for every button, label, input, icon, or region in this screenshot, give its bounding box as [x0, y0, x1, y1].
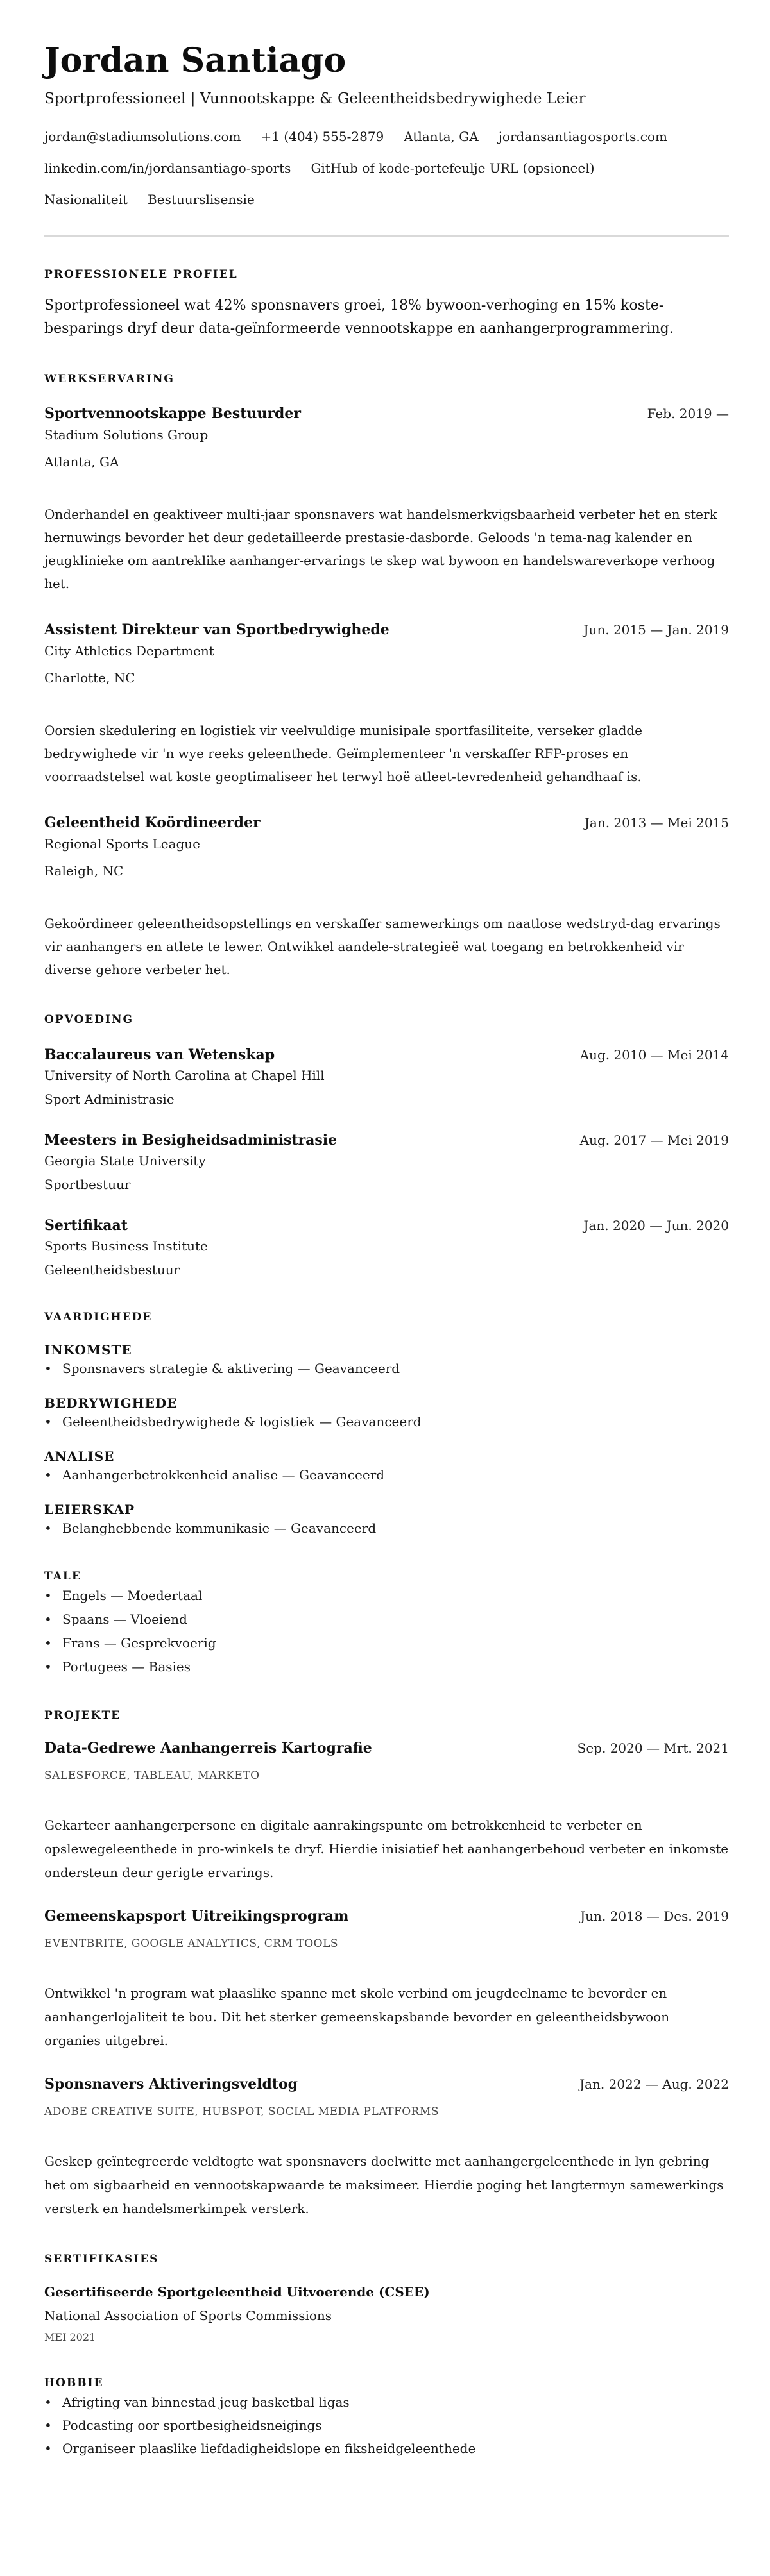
project-date: Jun. 2018 — Des. 2019: [580, 1908, 729, 1924]
job-date: Feb. 2019 —: [647, 406, 729, 421]
bullet-icon: •: [44, 1361, 52, 1376]
hobby-text: Organiseer plaaslike liefdadigheidslope en fiksheidgeleenthede: [62, 2441, 476, 2456]
bullet-icon: •: [44, 1659, 52, 1674]
job-entry: [44, 812, 729, 981]
skill-text: Geleentheidsbedrywighede & logistiek — Geavanceerd: [62, 1414, 422, 1429]
bullet-icon: •: [44, 2395, 52, 2410]
section-heading: VAARDIGHEDE: [44, 1311, 153, 1324]
skill-category: INKOMSTE: [44, 1342, 132, 1358]
contact-row: [44, 158, 729, 178]
education-entry: [44, 1045, 729, 1108]
project-tech-stack: ADOBE CREATIVE SUITE, HUBSPOT, SOCIAL MEDIA PLATFORMS: [44, 2105, 440, 2118]
certification-name: Gesertifiseerde Sportgeleentheid Uitvoerende (CSEE): [44, 2284, 430, 2300]
language-item: [44, 1631, 729, 1655]
job-title: Geleentheid Koördineerder: [44, 814, 261, 831]
bullet-icon: •: [44, 1588, 52, 1603]
institution: Sports Business Institute: [44, 1238, 208, 1254]
job-location: Raleigh, NC: [44, 863, 124, 879]
hobby-text: Podcasting oor sportbesigheidsneigings: [62, 2418, 322, 2433]
skill-text: Belanghebbende kommunikasie — Geavanceerd: [62, 1520, 377, 1536]
project-tech-stack: SALESFORCE, TABLEAU, MARKETO: [44, 1769, 260, 1782]
bullet-icon: •: [44, 1635, 52, 1651]
experience-section: [44, 371, 729, 981]
job-location: Atlanta, GA: [44, 454, 119, 469]
phone: +1 (404) 555-2879: [261, 129, 384, 144]
language-item: [44, 1608, 729, 1631]
linkedin-link[interactable]: linkedin.com/in/jordansantiago-sports: [44, 160, 291, 176]
job-entry: [44, 403, 729, 595]
skill-category: LEIERSKAP: [44, 1502, 135, 1517]
job-entry: [44, 619, 729, 788]
language-text: Portugees — Basies: [62, 1659, 191, 1674]
project-entry: [44, 2074, 729, 2221]
field-of-study: Sportbestuur: [44, 1177, 131, 1192]
job-title: Sportvennootskappe Bestuurder: [44, 405, 301, 422]
project-title: Gemeenskapsport Uitreikingsprogram: [44, 1908, 349, 1924]
skill-list: [44, 1519, 729, 1538]
nationality: Nasionaliteit: [44, 192, 128, 207]
skill-list: [44, 1412, 729, 1431]
company: Stadium Solutions Group: [44, 427, 209, 442]
project-date: Jan. 2022 — Aug. 2022: [579, 2076, 729, 2092]
hobby-item: [44, 2391, 729, 2414]
section-heading: PROJEKTE: [44, 1709, 121, 1722]
section-heading: OPVOEDING: [44, 1013, 134, 1026]
skill-category: ANALISE: [44, 1449, 115, 1464]
candidate-name: Jordan Santiago: [44, 41, 346, 80]
projects-section: [44, 1708, 729, 2221]
language-text: Frans — Gesprekvoerig: [62, 1635, 216, 1651]
skill-list: [44, 1359, 729, 1378]
skill-text: Sponsnavers strategie & aktivering — Geavanceerd: [62, 1361, 400, 1376]
project-title: Sponsnavers Aktiveringsveldtog: [44, 2076, 298, 2092]
languages-section: [44, 1569, 729, 1679]
project-date: Sep. 2020 — Mrt. 2021: [577, 1740, 729, 1756]
section-heading: WERKSERVARING: [44, 373, 175, 385]
job-location: Charlotte, NC: [44, 670, 135, 686]
section-heading: PROFESSIONELE PROFIEL: [44, 268, 238, 281]
hobby-item: [44, 2437, 729, 2460]
skill-list: [44, 1465, 729, 1485]
contact-info: [44, 127, 729, 209]
bullet-icon: •: [44, 1612, 52, 1627]
certifications-section: [44, 2252, 729, 2344]
header-divider: [44, 235, 729, 237]
project-entry: [44, 1738, 729, 1885]
hobby-item: [44, 2414, 729, 2437]
headline: Sportprofessioneel | Vunnootskappe & Geleentheidsbedrywighede Leier: [44, 90, 586, 107]
contact-row: [44, 127, 729, 146]
job-description: Onderhandel en geaktiveer multi-jaar sponsnavers wat handelsmerkvigsbaarheid verbeter het en sterk hernuwings bevorder het deur gedetailleerde prestasie-dasborde. Geloods 'n tema-nag kalender en jeugklinieke om aantreklike aanhanger-ervarings te skep wat bywoon en handelswareverkope verhoog het.: [44, 507, 717, 591]
education-date: Jan. 2020 — Jun. 2020: [583, 1218, 729, 1233]
language-text: Spaans — Vloeiend: [62, 1612, 187, 1627]
company: City Athletics Department: [44, 643, 214, 659]
skill-item: [44, 1412, 729, 1431]
website-link[interactable]: jordansantiagosports.com: [498, 129, 667, 144]
skill-item: [44, 1465, 729, 1485]
bullet-icon: •: [44, 2441, 52, 2456]
resume-header: [44, 40, 729, 209]
education-date: Aug. 2017 — Mei 2019: [579, 1132, 729, 1148]
job-description: Gekoördineer geleentheidsopstellings en verskaffer samewerkings om naatlose wedstryd-dag ervarings vir aanhangers en atlete te lewer. Ontwikkel aandele-strategieë wat toegang en betrokkenheid vir diverse gehore verbeter het.: [44, 916, 721, 977]
education-section: [44, 1012, 729, 1279]
skill-item: [44, 1359, 729, 1378]
education-date: Aug. 2010 — Mei 2014: [579, 1047, 729, 1063]
institution: University of North Carolina at Chapel Hill: [44, 1068, 325, 1083]
section-heading: SERTIFIKASIES: [44, 2253, 159, 2266]
section-heading: HOBBIE: [44, 2377, 104, 2389]
section-heading: TALE: [44, 1570, 81, 1583]
certification-date: MEI 2021: [44, 2331, 96, 2343]
degree: Baccalaureus van Wetenskap: [44, 1047, 275, 1063]
drivers-license: Bestuurslisensie: [148, 192, 255, 207]
skill-item: [44, 1519, 729, 1538]
field-of-study: Sport Administrasie: [44, 1091, 175, 1107]
contact-row: [44, 190, 729, 209]
job-title: Assistent Direkteur van Sportbedrywighede: [44, 621, 389, 638]
language-item: [44, 1584, 729, 1608]
certification-organization: National Association of Sports Commissions: [44, 2308, 332, 2323]
language-list: [44, 1584, 729, 1679]
degree: Meesters in Besigheidsadministrasie: [44, 1132, 338, 1149]
project-description: Ontwikkel 'n program wat plaaslike spanne met skole verbind om jeugdeelname te bevorder en aanhangerlojaliteit te bou. Dit het sterker gemeenskapsbande bevorder en geleentheidsbywoon organies uitgebrei.: [44, 1985, 670, 2048]
skill-category: BEDRYWIGHEDE: [44, 1395, 178, 1411]
project-tech-stack: EVENTBRITE, GOOGLE ANALYTICS, CRM TOOLS: [44, 1937, 339, 1950]
project-entry: [44, 1906, 729, 2053]
profile-summary: Sportprofessioneel wat 42% sponsnavers groei, 18% bywoon-verhoging en 15% koste-besparings dryf deur data-geïnformeerde vennootskappe en aanhangerprogrammering.: [44, 298, 674, 337]
hobby-list: [44, 2391, 729, 2460]
degree: Sertifikaat: [44, 1217, 128, 1234]
institution: Georgia State University: [44, 1153, 206, 1168]
location: Atlanta, GA: [404, 129, 479, 144]
job-date: Jan. 2013 — Mei 2015: [584, 815, 729, 830]
language-item: [44, 1655, 729, 1679]
project-description: Gekarteer aanhangerpersone en digitale aanrakingspunte om betrokkenheid te verbeter en opslewegeleenthede in pro-winkels te dryf. Hierdie inisiatief het aanhangerbehoud verbeter en inkomste ondersteun deur gerigte ervarings.: [44, 1817, 729, 1880]
company: Regional Sports League: [44, 836, 201, 852]
email-link[interactable]: jordan@stadiumsolutions.com: [44, 129, 241, 144]
skill-text: Aanhangerbetrokkenheid analise — Geavanceerd: [62, 1467, 385, 1483]
project-title: Data-Gedrewe Aanhangerreis Kartografie: [44, 1740, 372, 1756]
skills-section: [44, 1309, 729, 1538]
field-of-study: Geleentheidsbestuur: [44, 1262, 180, 1277]
hobbies-section: [44, 2375, 729, 2460]
job-date: Jun. 2015 — Jan. 2019: [583, 622, 729, 637]
language-text: Engels — Moedertaal: [62, 1588, 203, 1603]
job-description: Oorsien skedulering en logistiek vir veelvuldige munisipale sportfasiliteite, verseker gladde bedrywighede vir 'n wye reeks geleenthede. Geïmplementeer 'n verskaffer RFP-proses en voorraadstelsel wat koste geoptimaliseer het terwyl hoë atleet-tevredenheid gehandhaaf is.: [44, 723, 643, 784]
bullet-icon: •: [44, 1467, 52, 1483]
profile-section: [44, 267, 729, 341]
github-link[interactable]: GitHub of kode-portefeulje URL (opsioneel): [311, 160, 595, 176]
hobby-text: Afrigting van binnestad jeug basketbal ligas: [62, 2395, 350, 2410]
education-entry: [44, 1215, 729, 1279]
bullet-icon: •: [44, 1414, 52, 1429]
bullet-icon: •: [44, 2418, 52, 2433]
education-entry: [44, 1130, 729, 1193]
project-description: Geskep geïntegreerde veldtogte wat sponsnavers doelwitte met aanhangergeleenthede in lyn gebring het om sigbaarheid en vennootskapwaarde te maksimeer. Hierdie poging het langtermyn samewerkings versterk en handelsmerkimpek versterk.: [44, 2153, 724, 2216]
bullet-icon: •: [44, 1520, 52, 1536]
